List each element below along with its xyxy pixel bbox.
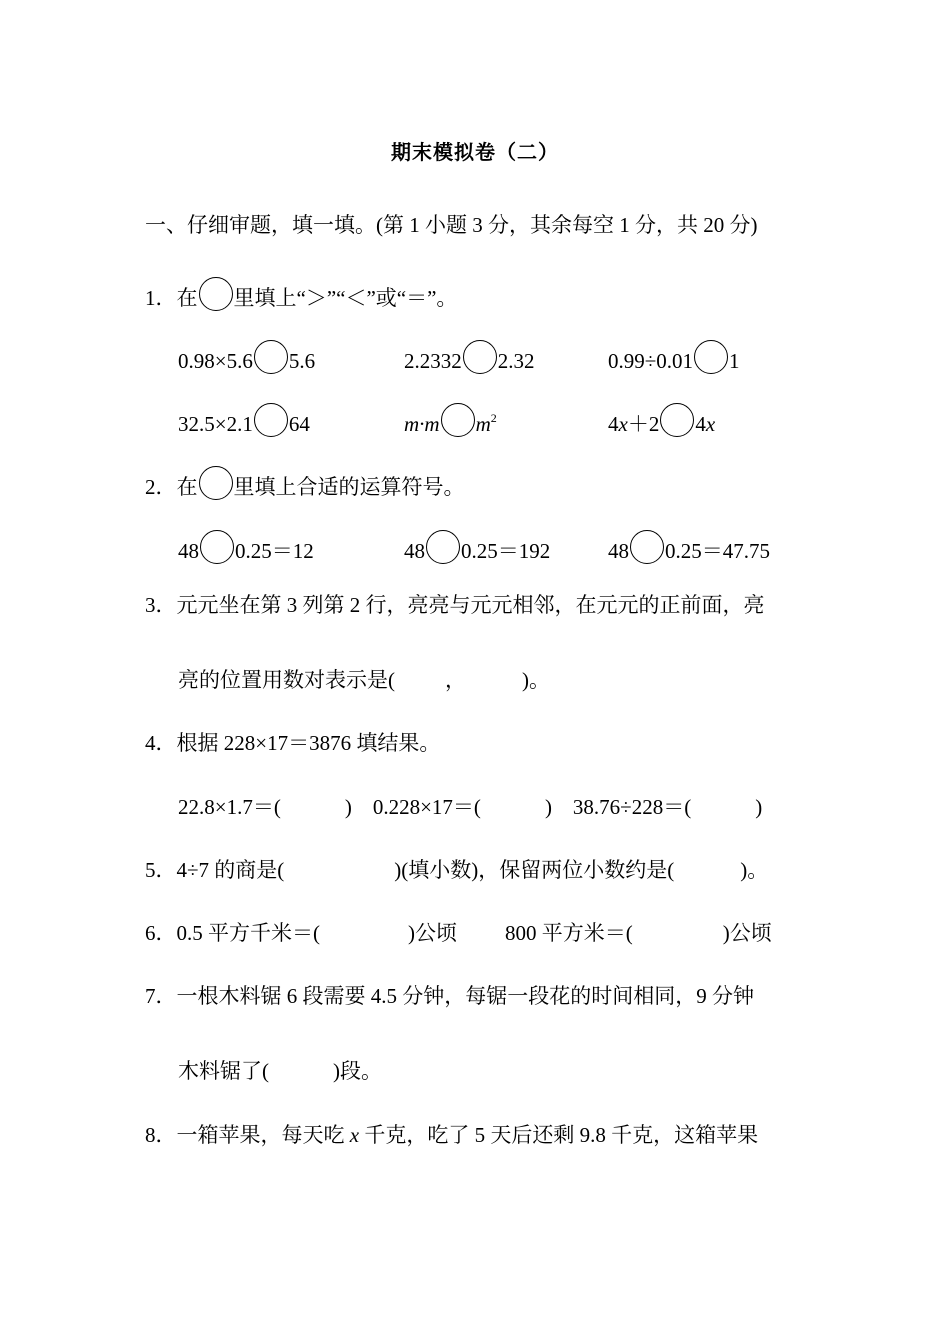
question-4-items: 22.8×1.7＝( ) 0.228×17＝( ) 38.76÷228＝( ) bbox=[178, 795, 763, 819]
answer-circle[interactable] bbox=[426, 530, 460, 564]
answer-circle[interactable] bbox=[694, 340, 728, 374]
q1-item-d: 32.5×2.1 64 bbox=[178, 403, 310, 439]
question-number: 3． bbox=[145, 593, 177, 617]
question-8: 8．一箱苹果，每天吃 x 千克，吃了 5 天后还剩 9.8 千克，这箱苹果 bbox=[145, 1123, 759, 1147]
question-2-prompt: 2．在 里填上合适的运算符号。 bbox=[145, 466, 465, 502]
q1-item-a: 0.98×5.6 5.6 bbox=[178, 340, 315, 376]
q1-item-b: 2.2332 2.32 bbox=[404, 340, 535, 376]
question-5: 5．4÷7 的商是( )(填小数)，保留两位小数约是( )。 bbox=[145, 858, 769, 882]
answer-circle[interactable] bbox=[200, 530, 234, 564]
answer-circle[interactable] bbox=[254, 340, 288, 374]
question-6: 6．0.5 平方千米＝( )公顷 800 平方米＝( )公顷 bbox=[145, 921, 772, 945]
question-1-prompt: 1．在 里填上“＞”“＜”或“＝”。 bbox=[145, 277, 457, 313]
question-number: 5． bbox=[145, 858, 177, 882]
question-number: 7． bbox=[145, 984, 177, 1008]
q2-item-b: 48 0.25＝192 bbox=[404, 530, 550, 566]
answer-circle[interactable] bbox=[199, 466, 233, 500]
page-title: 期末模拟卷（二） bbox=[391, 142, 559, 164]
question-3-line2: 亮的位置用数对表示是( ， )。 bbox=[178, 668, 550, 692]
question-number: 1． bbox=[145, 286, 177, 310]
answer-circle[interactable] bbox=[199, 277, 233, 311]
question-7-line1: 7．一根木料锯 6 段需要 4.5 分钟，每锯一段花的时间相同，9 分钟 bbox=[145, 984, 754, 1008]
q2-item-a: 48 0.25＝12 bbox=[178, 530, 314, 566]
question-7-line2: 木料锯了( )段。 bbox=[178, 1059, 382, 1083]
question-number: 6． bbox=[145, 921, 177, 945]
question-4-prompt: 4．根据 228×17＝3876 填结果。 bbox=[145, 731, 441, 755]
question-3-line1: 3．元元坐在第 3 列第 2 行，亮亮与元元相邻，在元元的正前面，亮 bbox=[145, 593, 765, 617]
q1-item-f: 4x＋2 4x bbox=[608, 403, 715, 439]
answer-circle[interactable] bbox=[254, 403, 288, 437]
section-heading: 一、仔细审题，填一填。(第 1 小题 3 分，其余每空 1 分，共 20 分) bbox=[145, 213, 758, 237]
answer-circle[interactable] bbox=[463, 340, 497, 374]
q2-item-c: 48 0.25＝47.75 bbox=[608, 530, 770, 566]
answer-circle[interactable] bbox=[660, 403, 694, 437]
question-number: 2． bbox=[145, 475, 177, 499]
question-number: 8． bbox=[145, 1123, 177, 1147]
answer-circle[interactable] bbox=[441, 403, 475, 437]
q1-item-c: 0.99÷0.01 1 bbox=[608, 340, 740, 376]
question-number: 4． bbox=[145, 731, 177, 755]
answer-circle[interactable] bbox=[630, 530, 664, 564]
q1-item-e: m·m $m^2$ bbox=[404, 403, 497, 439]
